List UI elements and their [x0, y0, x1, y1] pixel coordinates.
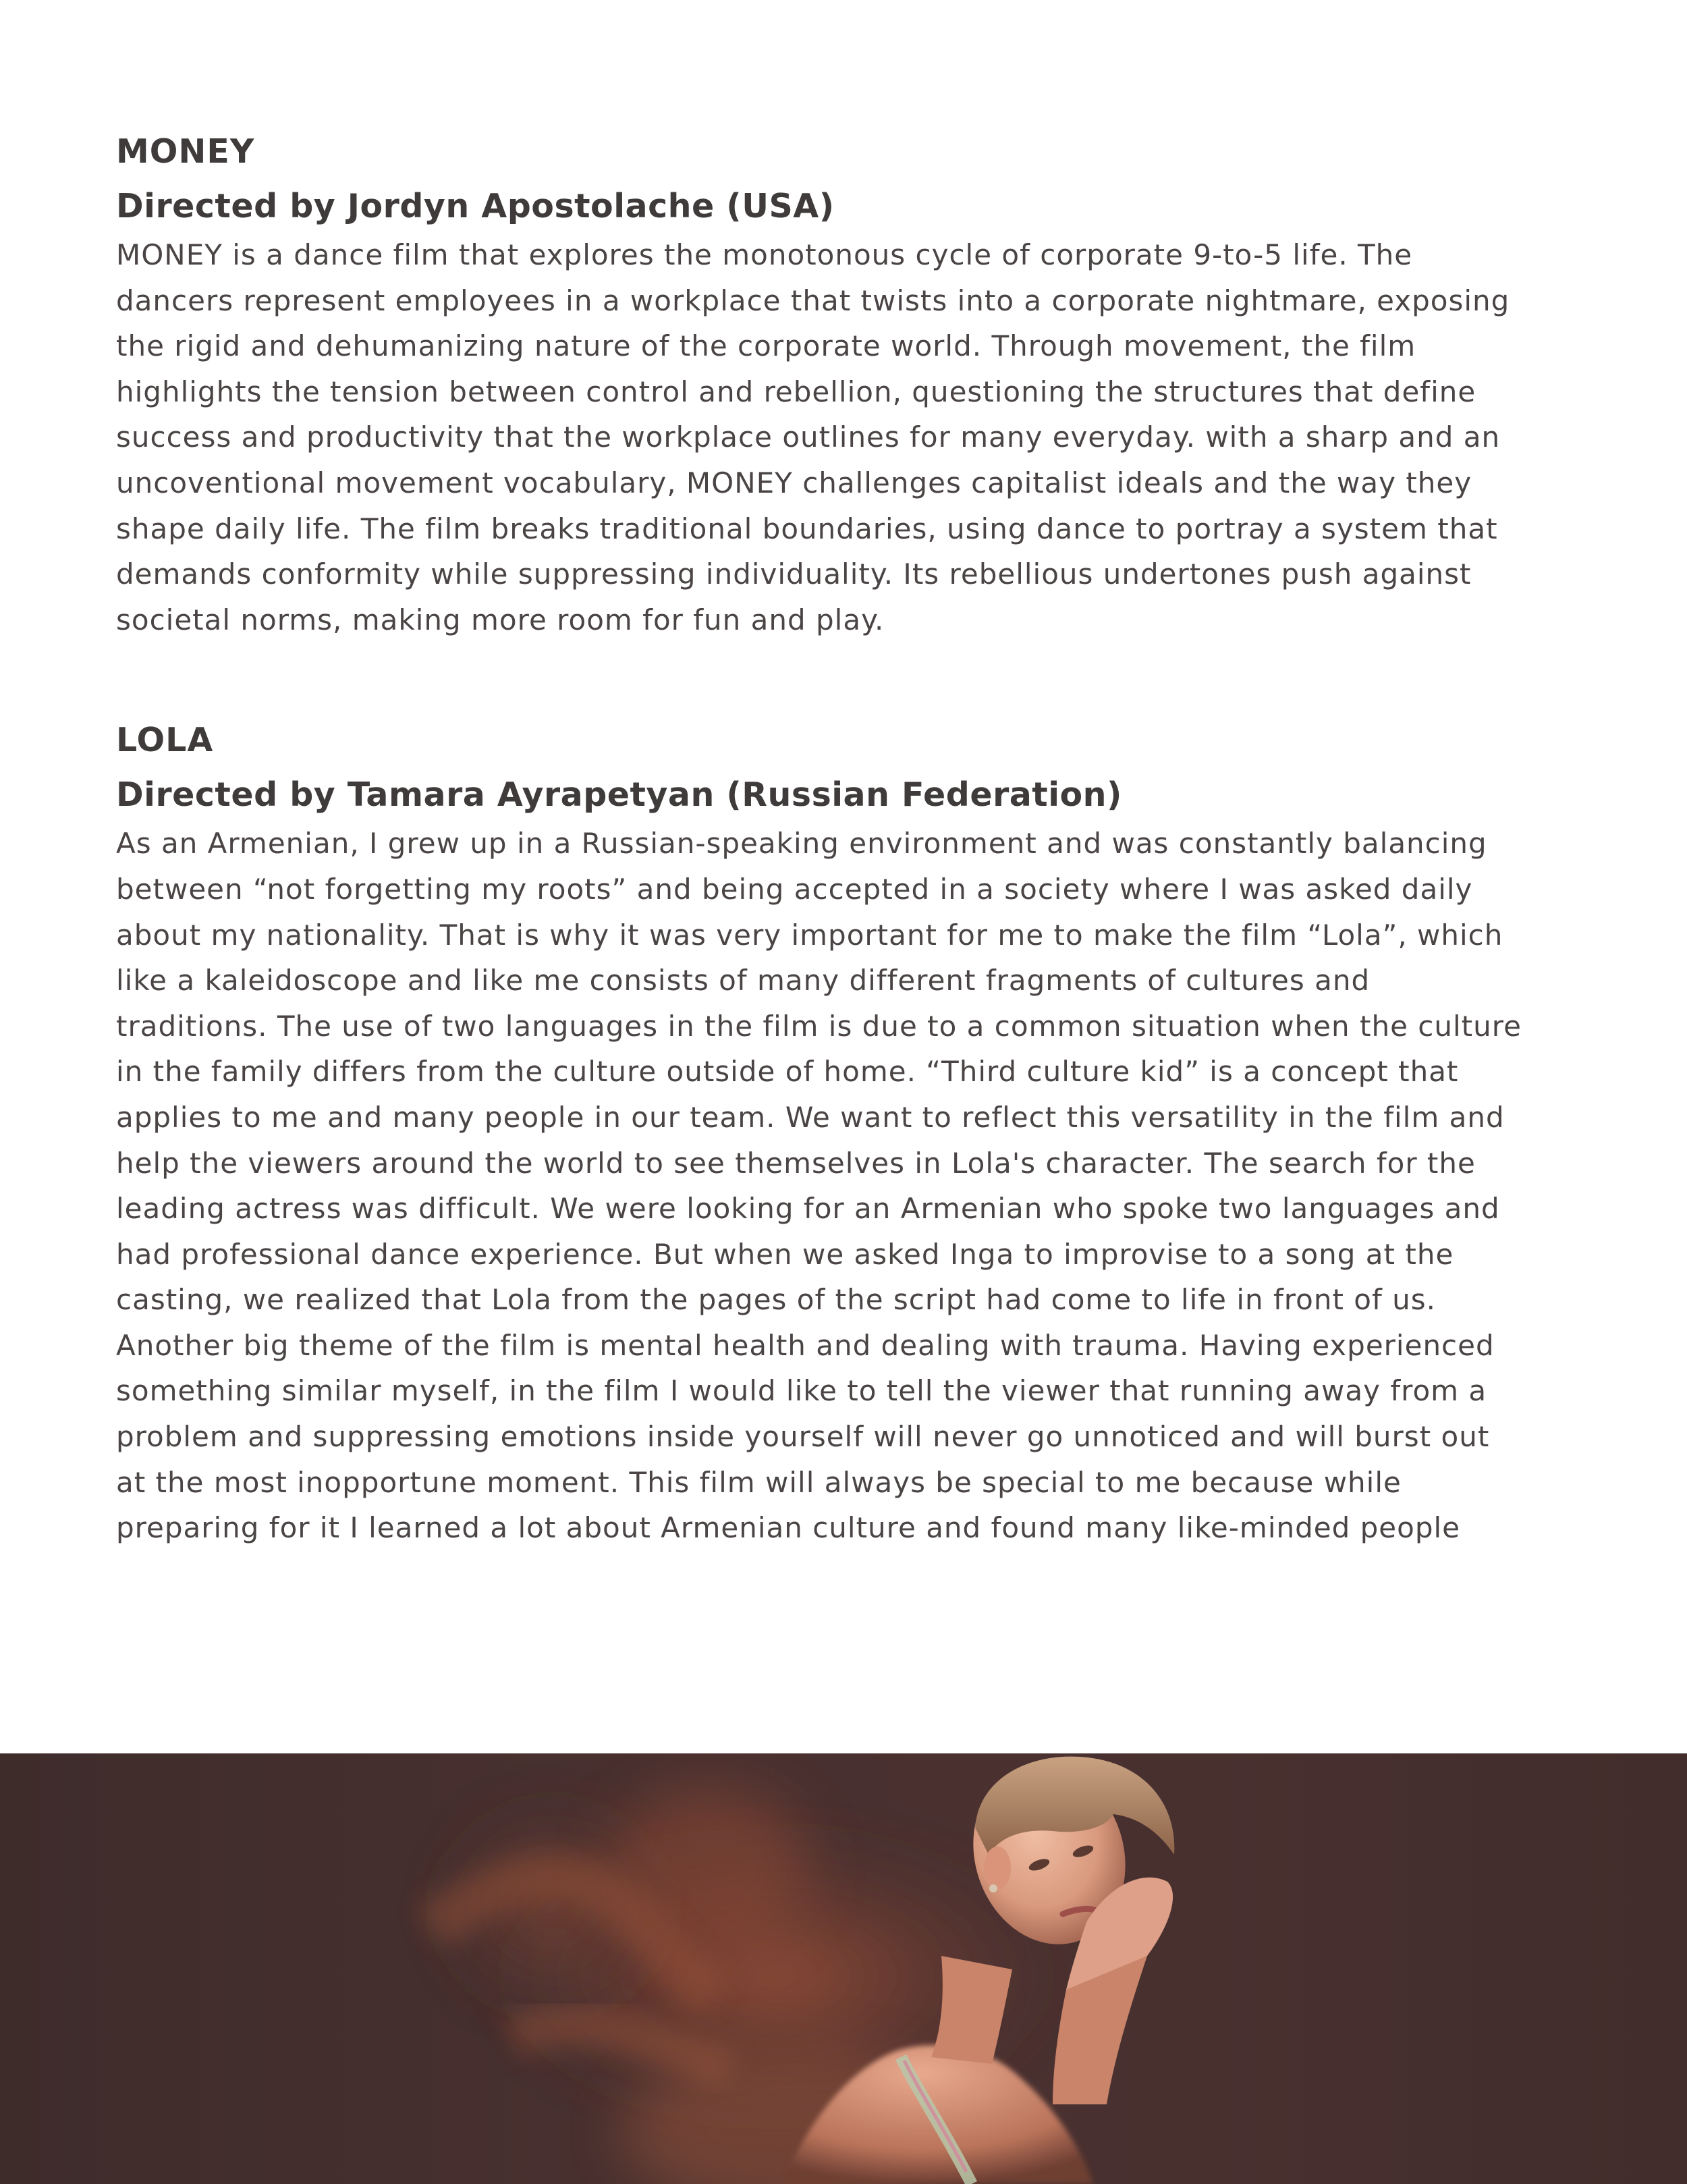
description-line: at the most inopportune moment. This film will always be special to me because while	[116, 1465, 1402, 1499]
description-line: Another big theme of the film is mental health and dealing with trauma. Having experienced	[116, 1328, 1495, 1362]
description-line: help the viewers around the world to see themselves in Lola's character. The search for the	[116, 1146, 1476, 1180]
film-title: MONEY	[116, 132, 255, 171]
portrait-photo-art	[0, 1753, 1687, 2184]
description-line: had professional dance experience. But when we asked Inga to improvise to a song at the	[116, 1237, 1454, 1271]
description-line: highlights the tension between control and rebellion, questioning the structures that define	[116, 375, 1476, 408]
description-line: societal norms, making more room for fun and play.	[116, 603, 885, 636]
description-line: success and productivity that the workplace outlines for many everyday. with a sharp and an	[116, 420, 1501, 454]
description-line: casting, we realized that Lola from the pages of the script had come to life in front of us.	[116, 1283, 1436, 1317]
description-line: in the family differs from the culture outside of home. “Third culture kid” is a concept that	[116, 1055, 1459, 1089]
film-description	[116, 821, 1574, 1551]
description-line: dancers represent employees in a workplace that twists into a corporate nightmare, exposing	[116, 283, 1510, 317]
portrait-photo	[0, 1753, 1687, 2184]
description-line: shape daily life. The film breaks traditional boundaries, using dance to portray a system that	[116, 512, 1498, 545]
description-line: between “not forgetting my roots” and being accepted in a society where I was asked daily	[116, 872, 1473, 906]
description-line: preparing for it I learned a lot about Armenian culture and found many like-minded people	[116, 1511, 1461, 1545]
description-line: the rigid and dehumanizing nature of the corporate world. Through movement, the film	[116, 329, 1416, 363]
description-line: As an Armenian, I grew up in a Russian-speaking environment and was constantly balancing	[116, 827, 1487, 861]
film-director: Directed by Jordyn Apostolache (USA)	[116, 187, 835, 225]
film-director: Directed by Tamara Ayrapetyan (Russian Federation)	[116, 775, 1122, 815]
description-line: traditions. The use of two languages in the film is due to a common situation when the culture	[116, 1009, 1522, 1043]
description-line: uncoventional movement vocabulary, MONEY challenges capitalist ideals and the way they	[116, 466, 1472, 499]
description-line: leading actress was difficult. We were looking for an Armenian who spoke two languages and	[116, 1192, 1500, 1226]
description-line: about my nationality. That is why it was very important for me to make the film “Lola”, which	[116, 918, 1503, 952]
page-content	[116, 123, 1574, 1551]
description-line: demands conformity while suppressing individuality. Its rebellious undertones push against	[116, 557, 1472, 591]
film-description	[116, 232, 1574, 643]
description-line: applies to me and many people in our team. We want to reflect this versatility in the film and	[116, 1100, 1505, 1134]
description-line: MONEY is a dance film that explores the monotonous cycle of corporate 9-to-5 life. The	[116, 238, 1413, 271]
description-line: problem and suppressing emotions inside yourself will never go unnoticed and will burst out	[116, 1420, 1490, 1454]
film-section-money	[116, 123, 1574, 643]
film-section-lola	[116, 711, 1574, 1551]
film-title: LOLA	[116, 721, 214, 760]
description-line: something similar myself, in the film I would like to tell the viewer that running away from a	[116, 1374, 1487, 1408]
description-line: like a kaleidoscope and like me consists of many different fragments of cultures and	[116, 964, 1371, 998]
